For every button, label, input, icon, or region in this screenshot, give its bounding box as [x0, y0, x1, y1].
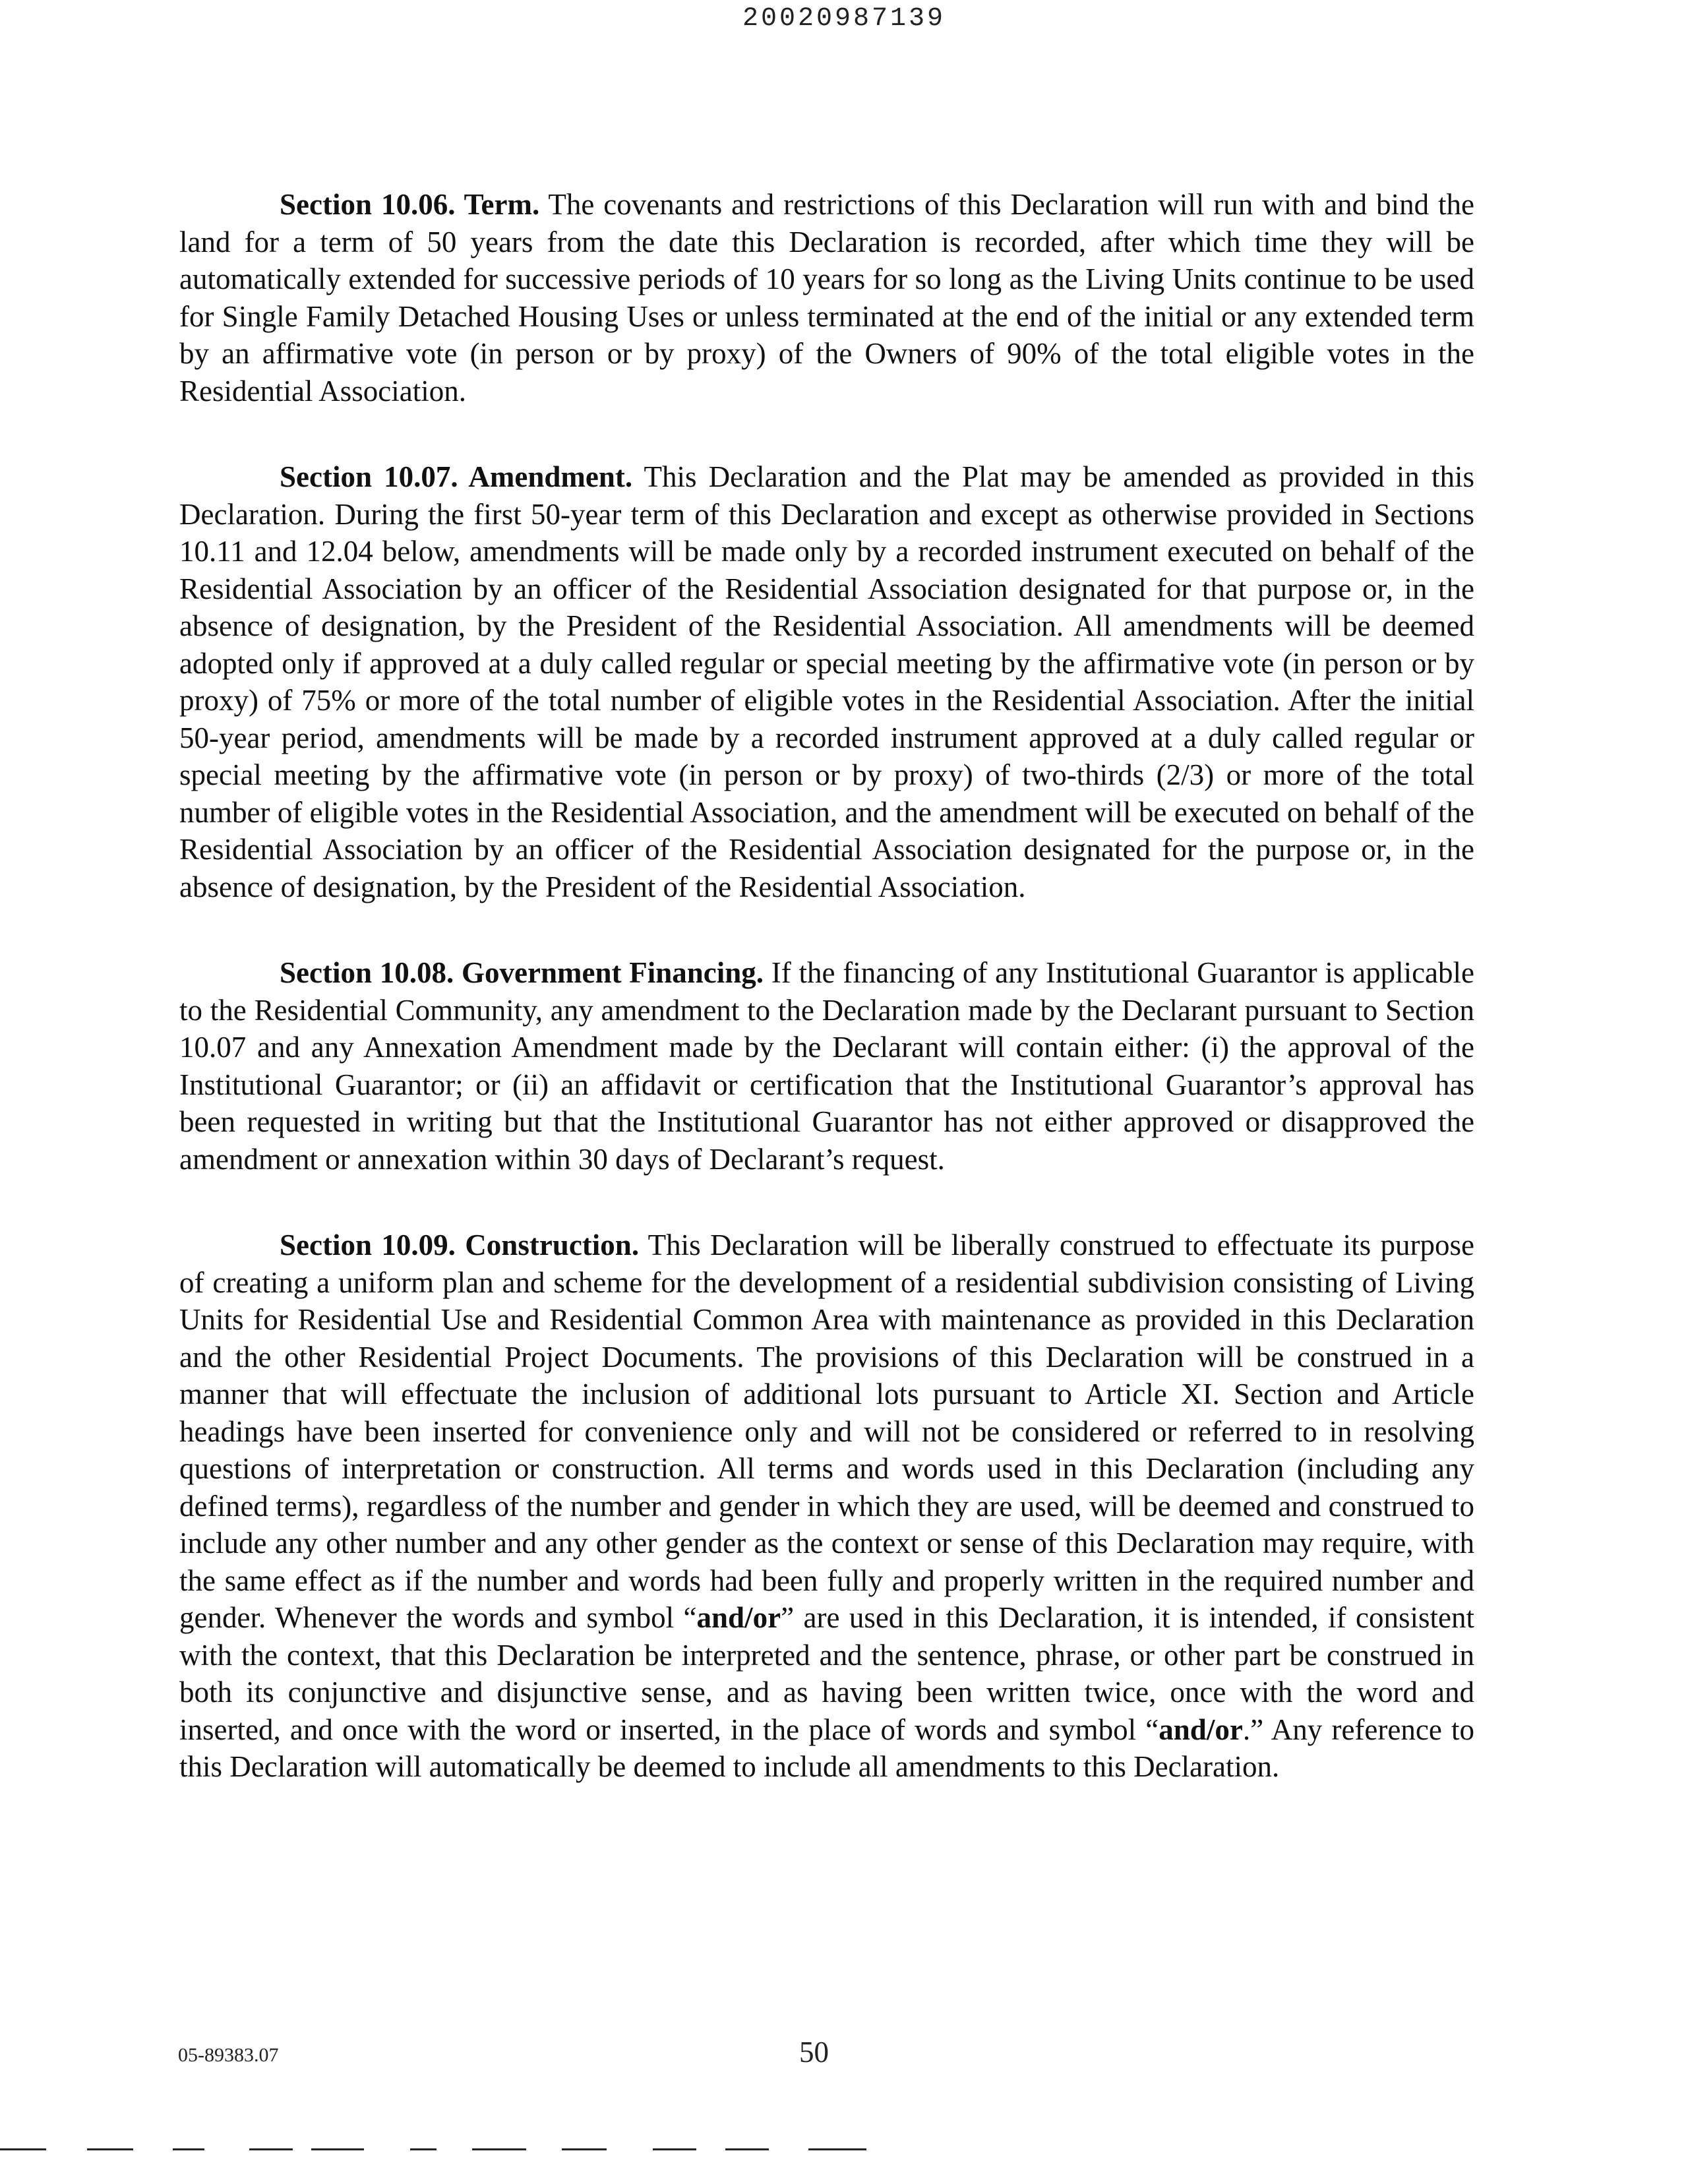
section-heading: Section 10.07. Amendment. — [280, 460, 633, 493]
page-number: 50 — [799, 2036, 829, 2069]
section-title: Government Financing — [462, 956, 756, 989]
section-number: Section 10.08. — [280, 956, 454, 989]
section-text: This Declaration and the Plat may be amended as provided in this Declaration. During the first 50-year term of this Declaration and except as otherwise provided in Sections 10.11 and 12.04 below, amendments will be made only by a recorded instrument executed on behalf of the Residential Association by an officer of the Residential Association designated for that purpose or, in the absence of designation, by the President of the Residential Association. All amendments will be deemed adopted only if approved at a duly called regular or special meeting by the affirmative vote (in person or by proxy) of 75% or more of the total number of eligible votes in the Residential Association. After the initial 50-year period, amendments will be made by a recorded instrument approved at a duly called regular or special meeting by the affirmative vote (in person or by proxy) of two-thirds (2/3) or more of the total number of eligible votes in the Residential Association, and the amendment will be executed on behalf of the Residential Association by an officer of the Residential Association designated for the purpose or, in the absence of designation, by the President of the Residential Association. — [179, 460, 1474, 903]
section-10-07 — [179, 458, 1474, 905]
section-10-06 — [179, 186, 1474, 410]
section-heading: Section 10.06. Term. — [280, 188, 540, 221]
section-heading: Section 10.08. Government Financing. — [280, 956, 764, 989]
section-text-part: ” are used in this Declaration, it is intended, if consistent with the context, that this Declaration be interpreted and the sentence, phrase, or other part be construed in both its conjunctive and disjunctive sense, and as having been written twice, once with the word and inserted, and once with the word or inserted, in the place of words and symbol “ — [179, 1601, 1474, 1746]
section-text: The covenants and restrictions of this Declaration will run with and bind the land for a term of 50 years from the date this Declaration is recorded, after which time they will be automatically extended for successive periods of 10 years for so long as the Living Units continue to be used for Single Family Detached Housing Uses or unless terminated at the end of the initial or any extended term by an affirmative vote (in person or by proxy) of the Owners of 90% of the total eligible votes in the Residential Association. — [179, 188, 1475, 408]
section-10-09 — [179, 1227, 1474, 1786]
recording-number: 20020987139 — [742, 4, 946, 34]
document-body — [179, 186, 1474, 1835]
section-title: Amendment — [468, 460, 625, 493]
emphasis-and-or: and/or — [1159, 1713, 1243, 1746]
section-title: Construction — [465, 1228, 632, 1261]
section-title: Term — [464, 188, 532, 221]
scan-artifact-marks — [0, 2142, 1688, 2162]
section-heading: Section 10.09. Construction. — [280, 1228, 640, 1261]
document-id: 05-89383.07 — [178, 2044, 279, 2066]
section-10-08 — [179, 954, 1474, 1178]
emphasis-and-or: and/or — [696, 1601, 781, 1634]
section-text: If the financing of any Institutional Guarantor is applicable to the Residential Community, any amendment to the Declaration made by the Declarant pursuant to Section 10.07 and any Annexation Amendment made by the Declarant will contain either: (i) the approval of the Institutional Guarantor; or (ii) an affidavit or certification that the Institutional Guarantor’s approval has been requested in writing but that the Institutional Guarantor has not either approved or disapproved the amendment or annexation within 30 days of Declarant’s request. — [179, 956, 1474, 1176]
section-number: Section 10.07. — [280, 460, 458, 493]
section-number: Section 10.09. — [280, 1228, 456, 1261]
section-text-part: .” Any reference to this Declaration will automatically be deemed to include all amendments to this Declaration. — [179, 1713, 1475, 1783]
section-number: Section 10.06. — [280, 188, 456, 221]
section-text-part: This Declaration will be liberally construed to effectuate its purpose of creating a uniform plan and scheme for the development of a residential subdivision consisting of Living Units for Residential Use and Residential Common Area with maintenance as provided in this Declaration and the other Residential Project Documents. The provisions of this Declaration will be construed in a manner that will effectuate the inclusion of additional lots pursuant to Article XI. Section and Article headings have been inserted for convenience only and will not be considered or referred to in resolving questions of interpretation or construction. All terms and words used in this Declaration (including any defined terms), regardless of the number and gender in which they are used, will be deemed and construed to include any other number and any other gender as the context or sense of this Declaration may require, with the same effect as if the number and words had been fully and properly written in the required number and gender. Whenever the words and symbol “ — [179, 1228, 1474, 1634]
